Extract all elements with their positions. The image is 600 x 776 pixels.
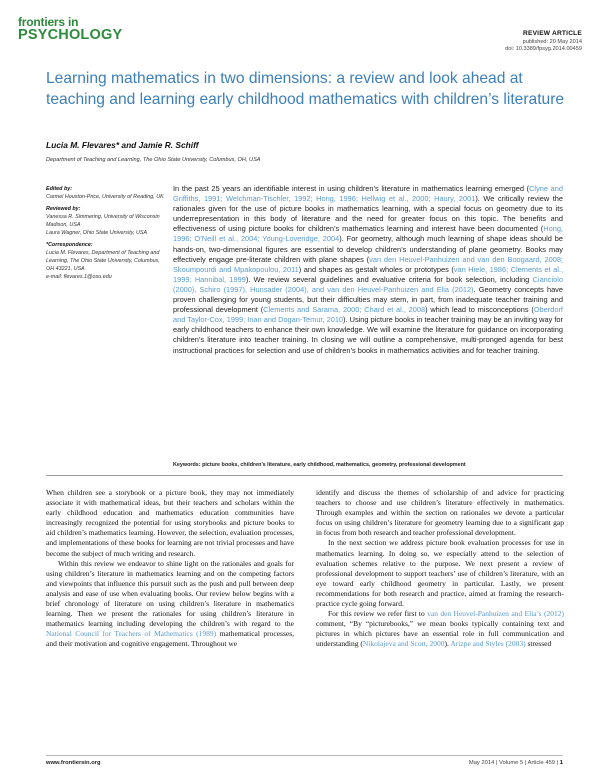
abstract-text: ). We critically review the rationales given for the use of picture books in mathematics learning, with a special focus on geometry due to its underrepresentation in this body of literature and the need for greater focus on this topic. The benefits and effectiveness of using picture books for children’s mathematics learning and interest have been documented ( <box>173 194 563 234</box>
editor: Carmel Houston-Price, University of Reading, UK <box>46 194 164 200</box>
abstract-text: ). Using picture books in teacher training may be an inviting way for early childhood teachers to enhance their own knowledge. We will examine the literature for guidance on incorporating children’s literature into teacher training. In closing we will outline a comprehensive, multi-pronged agenda for best instructional practices for selection and use of children’s books in mathematics activities and for teacher training. <box>173 315 563 355</box>
citation-link[interactable]: Hong, 1996; O’Neill et al., 2004; Young-Loveridge, 2004 <box>173 224 563 244</box>
footer-citation-text: May 2014 | Volume 5 | Article 459 | <box>468 760 560 766</box>
footer-divider <box>46 755 563 756</box>
citation-link[interactable]: Clyne and Griffiths, 1991; Welchman-Tischler, 1992; Hong, 1996; Hellwig et al., 2000; Haury, 2001 <box>173 184 563 204</box>
abstract-text: . Geometry concepts have proven challenging for young students, but their difficulties may stem, in part, from inadequate teacher training and professional development ( <box>173 284 563 315</box>
keywords-label: Keywords: <box>173 462 201 468</box>
keywords-list: picture books, children’s literature, early childhood, mathematics, geometry, professional development <box>202 462 466 468</box>
reviewer-2: Laura Wagner, Ohio State University, USA <box>46 230 148 236</box>
abstract-text: ) which lead to misconceptions ( <box>425 305 534 315</box>
body-paragraph: In the next section we address picture book evaluation processes for use in mathematics learning. In doing so, we especially attend to the selection of evaluation schemes relative to the purpose. We next present a review of professional development to support teachers’ use of children’s literature, with an eye toward early childhood geometry in particular. Lastly, we present recommendations for both research and practice, aimed at framing the research-practice cycle going forward. <box>316 538 564 609</box>
section-divider <box>46 475 563 476</box>
citation-link[interactable]: National Council for Teachers of Mathematics (1989) <box>46 629 217 639</box>
body-column-right <box>316 488 564 650</box>
abstract-text: ) and shapes as gestalt wholes or prototypes ( <box>298 264 454 274</box>
abstract-text: In the past 25 years an identifiable interest in using children’s literature in mathematics learning emerged ( <box>173 184 530 193</box>
correspondence-label: *Correspondence: <box>46 242 93 248</box>
citation-link[interactable]: Nikolajeva and Scott, 2000 <box>362 639 445 649</box>
doi: doi: 10.3389/fpsyg.2014.00459 <box>505 46 582 53</box>
reviewer-1: Vanessa R. Simmering, University of Wisconsin Madison, USA <box>46 214 160 228</box>
citation-link[interactable]: van den Heuvel-Panhuizen and Elia’s (2012) <box>427 609 564 619</box>
authors: Lucia M. Flevares* and Jamie R. Schiff <box>46 140 199 150</box>
edited-by-block <box>46 185 164 201</box>
page-number: 1 <box>559 760 563 766</box>
body-text: comment, “By “picturebooks,” we mean books typically containing text and pictures in which pictures have an essential role in full communication and understanding ( <box>316 619 564 649</box>
footer-citation <box>469 760 563 766</box>
body-text: ). <box>444 639 451 649</box>
abstract-text: ). We review several guidelines and evaluative criteria for book selection, including <box>245 274 533 284</box>
citation-link[interactable]: Oberdorf and Taylor-Cox, 1999; Inan and Dogan-Temur, 2010 <box>173 305 563 325</box>
body-paragraph: When children see a storybook or a picture book, they may not immediately associate it with mathematical ideas, but their teachers and scholars within the early childhood education and mathematics education communities have increasingly recognized the potential for using storybooks and picture books to aid children’s mathematics learning. However, the selection, evaluation processes, and implementations of these books for learning are not trivial processes and have become the subject of much writing and research. <box>46 488 294 558</box>
article-meta <box>505 30 582 54</box>
body-text: For this review we refer first to <box>328 609 428 619</box>
abstract <box>173 184 563 356</box>
citation-link[interactable]: van Hiele, 1986; Clements et al., 1999; Hannibal, 1999 <box>173 264 563 284</box>
logo-frontiers-in: frontiers in <box>18 15 79 29</box>
body-text: mathematical processes, and their motivation and cognitive engagement. Throughout we <box>46 629 294 649</box>
body-paragraph <box>46 559 294 650</box>
body-text: Within this review we endeavor to shine light on the rationales and goals for using children’s literature in mathematics learning and on the competing factors and viewpoints that influence this pursuit such as the push and pull between deep analysis and ease of use when evaluating books. Our review below begins with a brief chronology of literature on using children’s literature in mathematics learning. Then we present the rationales for using children’s literature in mathematics learning including developing the children’s with regard to the <box>46 558 294 629</box>
keywords <box>173 462 563 468</box>
article-type: REVIEW ARTICLE <box>523 30 582 37</box>
reviewed-by-block <box>46 205 164 237</box>
affiliation: Department of Teaching and Learning, The Ohio State University, Columbus, OH, USA <box>46 157 261 163</box>
body-paragraph <box>316 609 564 649</box>
reviewed-by-label: Reviewed by: <box>46 206 81 212</box>
citation-link[interactable]: Arizpe and Styles (2003) <box>450 639 526 649</box>
citation-link[interactable]: Clements and Sarama, 2000; Chard et al., 2008 <box>263 305 426 315</box>
article-sidebar <box>46 185 164 285</box>
body-column-left <box>46 488 294 650</box>
citation-link[interactable]: van den Heuvel-Panhuizen and van den Boogaard, 2008; Skoumpourdi and Mpakopoulou, 2011 <box>173 254 563 274</box>
correspondence-block <box>46 241 164 281</box>
citation-link[interactable]: Cianciolo (2000), Schiro (1997), Hunsader (2004), and van den Heuvel-Panhuizen and Elia (2012) <box>173 274 563 294</box>
article-title: Learning mathematics in two dimensions: a review and look ahead at teaching and learning early childhood mathematics with children’s literature <box>46 70 565 108</box>
journal-logo <box>18 16 122 43</box>
abstract-text: ). For geometry, although much learning of shape ideas should be hands-on, two-dimensional figures are essential to develop children’s understanding of plane geometry. Books may effectively engage pre-literate children with plane shapes ( <box>173 234 564 264</box>
footer-url[interactable]: www.frontiersin.org <box>46 760 101 766</box>
body-text: stressed <box>525 639 552 649</box>
body-paragraph: identify and discuss the themes of scholarship of and advice for practicing teachers to choose and use children’s literature effectively in mathematics. Through examples and within the section on rationales we devote a particular focus on using children’s literature for geometry learning due to a significant gap in focus from both research and teacher professional development. <box>316 488 564 538</box>
correspondence-email[interactable]: e-mail: flevares.1@osu.edu <box>46 274 112 280</box>
published-date: published: 20 May 2014 <box>522 38 582 45</box>
correspondence-address: Lucia M. Flevares, Department of Teaching and Learning, The Ohio State University, Columbus, OH 43221, USA <box>46 250 160 272</box>
logo-psychology: PSYCHOLOGY <box>18 27 123 43</box>
edited-by-label: Edited by: <box>46 186 73 192</box>
